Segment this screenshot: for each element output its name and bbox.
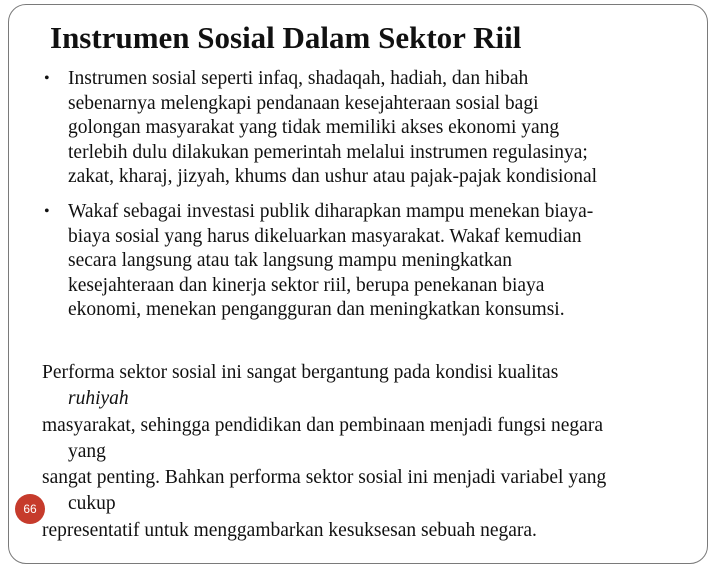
slide-title: Instrumen Sosial Dalam Sektor Riil (50, 20, 522, 55)
bullet-line: Instrumen sosial seperti infaq, shadaqah, hadiah, dan hibah (68, 68, 529, 89)
bullet-marker: • (44, 70, 50, 87)
paragraph-line: ruhiyah (68, 388, 129, 410)
bullet-line: golongan masyarakat yang tidak memiliki akses ekonomi yang (68, 117, 560, 138)
bullet-line: zakat, kharaj, jizyah, khums dan ushur atau pajak-pajak kondisional (68, 166, 598, 187)
paragraph-line: representatif untuk menggambarkan kesuksesan sebuah negara. (42, 519, 537, 541)
bullet-line: secara langsung atau tak langsung mampu meningkatkan (68, 250, 513, 271)
bullet-marker: • (44, 203, 50, 220)
paragraph-line: Performa sektor sosial ini sangat bergantung pada kondisi kualitas (42, 362, 559, 383)
paragraph-line: cukup (68, 493, 116, 515)
bullet-line: Wakaf sebagai investasi publik diharapkan mampu menekan biaya- (68, 201, 594, 222)
bullet-item (44, 200, 708, 323)
bullet-line: biaya sosial yang harus dikeluarkan masyarakat. Wakaf kemudian (68, 225, 582, 247)
page-number-badge: 66 (15, 494, 45, 524)
paragraph-line: masyarakat, sehingga pendidikan dan pembinaan menjadi fungsi negara (42, 414, 603, 436)
bullet-item (44, 67, 708, 190)
paragraph-line: yang (68, 440, 106, 462)
bullet-line: terlebih dulu dilakukan pemerintah melalui instrumen regulasinya; (68, 141, 588, 163)
bullet-line: ekonomi, menekan pengangguran dan meningkatkan konsumsi. (68, 299, 565, 320)
body-paragraph (42, 360, 702, 544)
bullet-line: kesejahteraan dan kinerja sektor riil, berupa penekanan biaya (68, 274, 545, 296)
paragraph-line: sangat penting. Bahkan performa sektor sosial ini menjadi variabel yang (42, 467, 607, 489)
bullet-line: sebenarnya melengkapi pendanaan kesejahteraan sosial bagi (68, 92, 539, 114)
